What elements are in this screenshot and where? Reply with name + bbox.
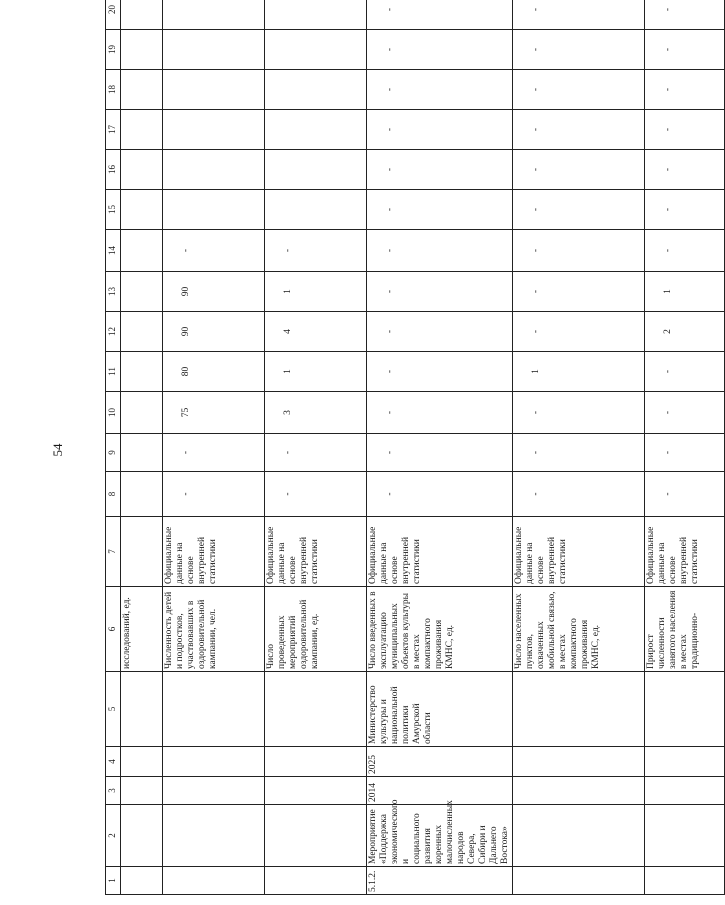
cell-c1: [121, 867, 163, 895]
value-cell: 90: [163, 312, 265, 352]
table-row: [163, 0, 265, 895]
cell-c4: [265, 747, 367, 777]
column-header-9: 9: [106, 434, 121, 472]
column-header-8: 8: [106, 472, 121, 517]
cell-c4: [121, 747, 163, 777]
value-cell: -: [645, 0, 725, 30]
column-header-19: 19: [106, 30, 121, 70]
value-cell: -: [367, 472, 513, 517]
value-cell: -: [367, 30, 513, 70]
value-cell: -: [513, 312, 645, 352]
cell-c7: Официальные данные на основе внутренней статистики: [265, 517, 367, 587]
value-cell: -: [513, 434, 645, 472]
column-header-20: 20: [106, 0, 121, 30]
value-cell: -: [367, 272, 513, 312]
column-header-1: 1: [106, 867, 121, 895]
column-header-14: 14: [106, 230, 121, 272]
value-cell: 1: [645, 272, 725, 312]
cell-c1: [265, 867, 367, 895]
table-row: [645, 0, 725, 895]
cell-c6: Численность детей и подростков, участвовавших в оздоровительной кампании, чел.: [163, 587, 265, 672]
header-row: [106, 0, 121, 895]
cell-c5: [265, 672, 367, 747]
value-cell: -: [513, 272, 645, 312]
value-cell: [163, 30, 265, 70]
value-cell: [121, 392, 163, 434]
value-cell: [265, 70, 367, 110]
value-cell: [265, 0, 367, 30]
column-header-17: 17: [106, 110, 121, 150]
column-header-11: 11: [106, 352, 121, 392]
value-cell: -: [367, 230, 513, 272]
value-cell: [121, 150, 163, 190]
value-cell: 2: [645, 312, 725, 352]
cell-c5: [163, 672, 265, 747]
cell-c2: [121, 805, 163, 867]
value-cell: [121, 434, 163, 472]
value-cell: -: [645, 110, 725, 150]
cell-c3: [645, 777, 725, 805]
value-cell: -: [513, 0, 645, 30]
value-cell: [121, 312, 163, 352]
cell-c3: [121, 777, 163, 805]
cell-c6: исследований, ед.: [121, 587, 163, 672]
cell-c4: 2025: [367, 747, 513, 777]
value-cell: -: [367, 150, 513, 190]
value-cell: -: [645, 392, 725, 434]
table-row: [367, 0, 513, 895]
value-cell: -: [367, 190, 513, 230]
cell-c6: Прирост численности занятого населения в местах традиционно-: [645, 587, 725, 672]
value-cell: -: [513, 230, 645, 272]
value-cell: -: [163, 472, 265, 517]
value-cell: -: [513, 472, 645, 517]
cell-c5: Министерство культуры и национальной политики Амурской области: [367, 672, 513, 747]
cell-c1: [645, 867, 725, 895]
value-cell: [121, 0, 163, 30]
cell-c2: [265, 805, 367, 867]
cell-c7: Официальные данные на основе внутренней статистики: [163, 517, 265, 587]
value-cell: -: [513, 110, 645, 150]
cell-c3: [513, 777, 645, 805]
value-cell: -: [513, 70, 645, 110]
value-cell: -: [265, 434, 367, 472]
cell-c4: [513, 747, 645, 777]
value-cell: [163, 190, 265, 230]
cell-c6: Число введенных в эксплуатацию муниципальных объектов культуры в местах компактного проживания КМНС, ед.: [367, 587, 513, 672]
value-cell: [265, 150, 367, 190]
value-cell: -: [645, 472, 725, 517]
value-cell: [163, 70, 265, 110]
cell-c3: 2014: [367, 777, 513, 805]
value-cell: 75: [163, 392, 265, 434]
value-cell: 1: [513, 352, 645, 392]
column-header-16: 16: [106, 150, 121, 190]
value-cell: [163, 110, 265, 150]
cell-c6: Число населенных пунктов, охваченных мобильной связью, в местах компактного проживания КМНС, ед.: [513, 587, 645, 672]
value-cell: [121, 70, 163, 110]
value-cell: -: [645, 230, 725, 272]
column-header-6: 6: [106, 587, 121, 672]
value-cell: 1: [265, 352, 367, 392]
cell-c5: [513, 672, 645, 747]
cell-c2: [163, 805, 265, 867]
value-cell: -: [367, 392, 513, 434]
value-cell: -: [513, 392, 645, 434]
value-cell: [121, 472, 163, 517]
column-header-7: 7: [106, 517, 121, 587]
value-cell: [163, 150, 265, 190]
value-cell: 1: [265, 272, 367, 312]
column-header-15: 15: [106, 190, 121, 230]
value-cell: [265, 190, 367, 230]
value-cell: [121, 190, 163, 230]
value-cell: -: [645, 30, 725, 70]
value-cell: 80: [163, 352, 265, 392]
cell-c7: Официальные данные на основе внутренней статистики: [367, 517, 513, 587]
value-cell: [121, 230, 163, 272]
cell-c2: Мероприятие «Поддержка экономического и социального развития коренных малочисленных народов Севера, Сибири и Дальнего Востока»: [367, 805, 513, 867]
table-row: [121, 0, 163, 895]
value-cell: [121, 110, 163, 150]
value-cell: [265, 110, 367, 150]
value-cell: -: [367, 352, 513, 392]
column-header-13: 13: [106, 272, 121, 312]
value-cell: -: [367, 110, 513, 150]
value-cell: -: [163, 434, 265, 472]
value-cell: -: [163, 230, 265, 272]
rotated-table-container: [105, 5, 700, 895]
cell-c1: 5.1.2.: [367, 867, 513, 895]
value-cell: -: [645, 150, 725, 190]
value-cell: [163, 0, 265, 30]
cell-c4: [645, 747, 725, 777]
cell-c4: [163, 747, 265, 777]
value-cell: -: [645, 434, 725, 472]
column-header-12: 12: [106, 312, 121, 352]
cell-c6: Число проведенных мероприятий оздоровительной кампании, ед.: [265, 587, 367, 672]
column-header-3: 3: [106, 777, 121, 805]
value-cell: [121, 30, 163, 70]
cell-c2: [513, 805, 645, 867]
cell-c7: [121, 517, 163, 587]
page-number: 54: [50, 443, 65, 457]
column-header-5: 5: [106, 672, 121, 747]
value-cell: -: [513, 190, 645, 230]
table-row: [265, 0, 367, 895]
value-cell: -: [645, 190, 725, 230]
cell-c1: [163, 867, 265, 895]
value-cell: -: [645, 352, 725, 392]
value-cell: -: [367, 70, 513, 110]
cell-c7: Официальные данные на основе внутренней статистики: [645, 517, 725, 587]
cell-c5: [645, 672, 725, 747]
value-cell: -: [265, 230, 367, 272]
value-cell: [121, 272, 163, 312]
value-cell: [265, 30, 367, 70]
value-cell: -: [367, 0, 513, 30]
value-cell: [121, 352, 163, 392]
column-header-2: 2: [106, 805, 121, 867]
cell-c7: Официальные данные на основе внутренней статистики: [513, 517, 645, 587]
indicators-table: [105, 0, 725, 895]
cell-c1: [513, 867, 645, 895]
value-cell: -: [367, 434, 513, 472]
cell-c3: [265, 777, 367, 805]
cell-c2: [645, 805, 725, 867]
table-row: [513, 0, 645, 895]
value-cell: -: [367, 312, 513, 352]
value-cell: 4: [265, 312, 367, 352]
column-header-4: 4: [106, 747, 121, 777]
value-cell: -: [513, 30, 645, 70]
value-cell: -: [645, 70, 725, 110]
column-header-18: 18: [106, 70, 121, 110]
value-cell: -: [513, 150, 645, 190]
cell-c3: [163, 777, 265, 805]
value-cell: 3: [265, 392, 367, 434]
column-header-10: 10: [106, 392, 121, 434]
value-cell: 90: [163, 272, 265, 312]
value-cell: -: [265, 472, 367, 517]
cell-c5: [121, 672, 163, 747]
